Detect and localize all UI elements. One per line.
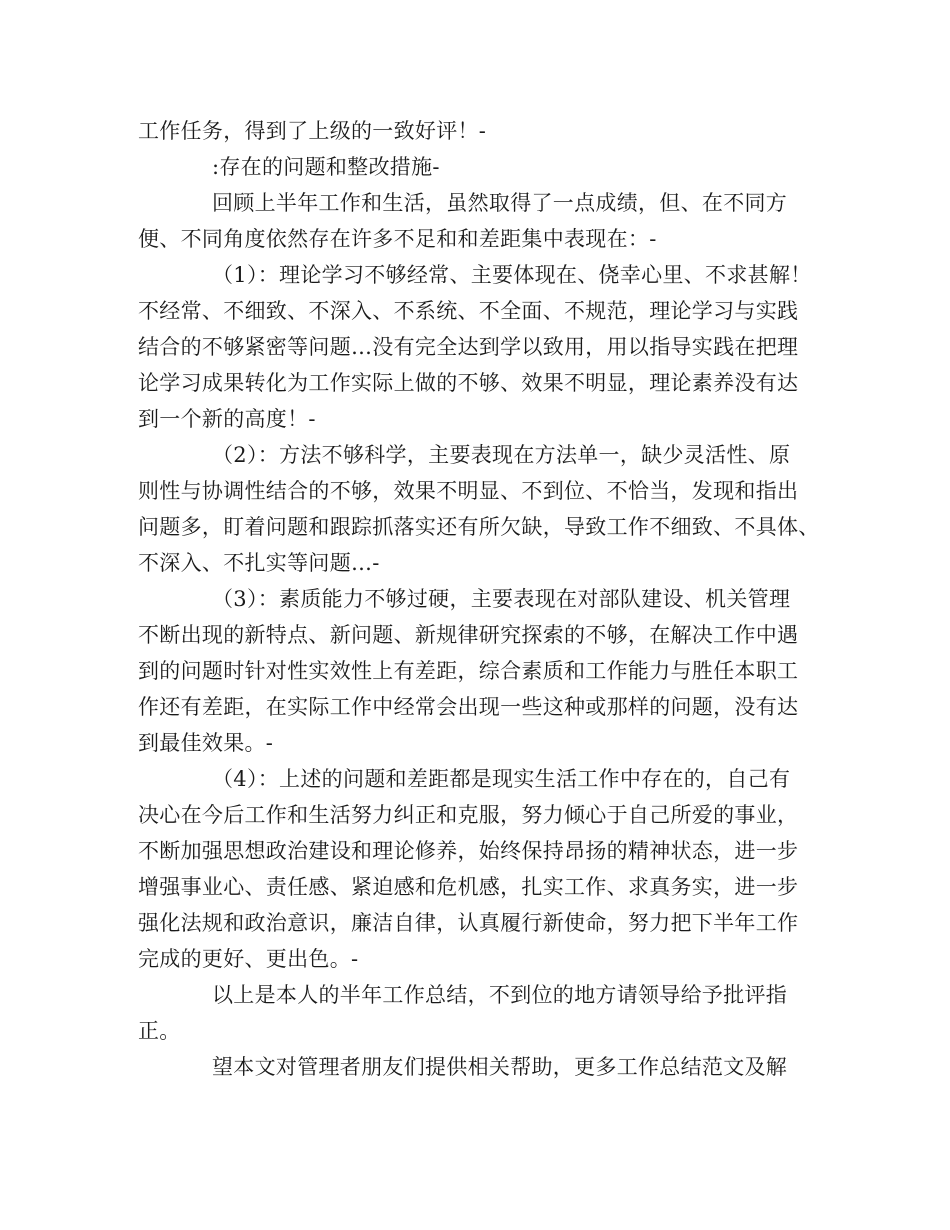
text-line: 到的问题时针对性实效性上有差距，综合素质和工作能力与胜任本职工: [138, 659, 799, 683]
text-line: 到最佳效果。-: [138, 731, 274, 755]
text-line: 决心在今后工作和生活努力纠正和克服，努力倾心于自己所爱的事业，: [138, 803, 799, 827]
text-line: 工作任务，得到了上级的一致好评！-: [138, 119, 487, 143]
text-line: 作还有差距，在实际工作中经常会出现一些这种或那样的问题，没有达: [138, 695, 799, 719]
text-line: 增强事业心、责任感、紧迫感和危机感，扎实工作、求真务实，进一步: [138, 875, 799, 899]
text-line: （3）：素质能力不够过硬，主要表现在对部队建设、机关管理: [212, 587, 791, 611]
text-line: 完成的更好、更出色。-: [138, 947, 359, 971]
text-line: 以上是本人的半年工作总结，不到位的地方请领导给予批评指: [212, 983, 788, 1007]
text-line: （1）：理论学习不够经常、主要体现在、侥幸心里、不求甚解！: [212, 263, 812, 287]
text-line: 不经常、不细致、不深入、不系统、不全面、不规范，理论学习与实践: [138, 299, 799, 323]
text-line: 论学习成果转化为工作实际上做的不够、效果不明显，理论素养没有达: [138, 371, 799, 395]
text-line: 问题多，盯着问题和跟踪抓落实还有所欠缺，导致工作不细致、不具体、: [138, 515, 820, 539]
section-heading: :存在的问题和整改措施-: [212, 155, 440, 179]
text-line: 便、不同角度依然存在许多不足和和差距集中表现在：-: [138, 227, 657, 251]
text-line: 不断出现的新特点、新问题、新规律研究探索的不够，在解决工作中遇: [138, 623, 799, 647]
text-line: 正。: [138, 1019, 181, 1043]
text-line: （4）：上述的问题和差距都是现实生活工作中存在的，自己有: [212, 767, 791, 791]
text-line: 强化法规和政治意识，廉洁自律，认真履行新使命，努力把下半年工作: [138, 911, 799, 935]
text-line: （2）：方法不够科学，主要表现在方法单一，缺少灵活性、原: [212, 443, 791, 467]
text-line: 望本文对管理者朋友们提供相关帮助，更多工作总结范文及解: [212, 1055, 788, 1079]
text-line: 不深入、不扎实等问题…-: [138, 551, 380, 575]
text-line: 结合的不够紧密等问题…没有完全达到学以致用，用以指导实践在把理: [138, 335, 799, 359]
text-line: 则性与协调性结合的不够，效果不明显、不到位、不恰当，发现和指出: [138, 479, 799, 503]
text-line: 不断加强思想政治建设和理论修养，始终保持昂扬的精神状态，进一步: [138, 839, 799, 863]
text-line: 到一个新的高度！-: [138, 407, 316, 431]
text-line: 回顾上半年工作和生活，虽然取得了一点成绩，但、在不同方: [212, 191, 788, 215]
